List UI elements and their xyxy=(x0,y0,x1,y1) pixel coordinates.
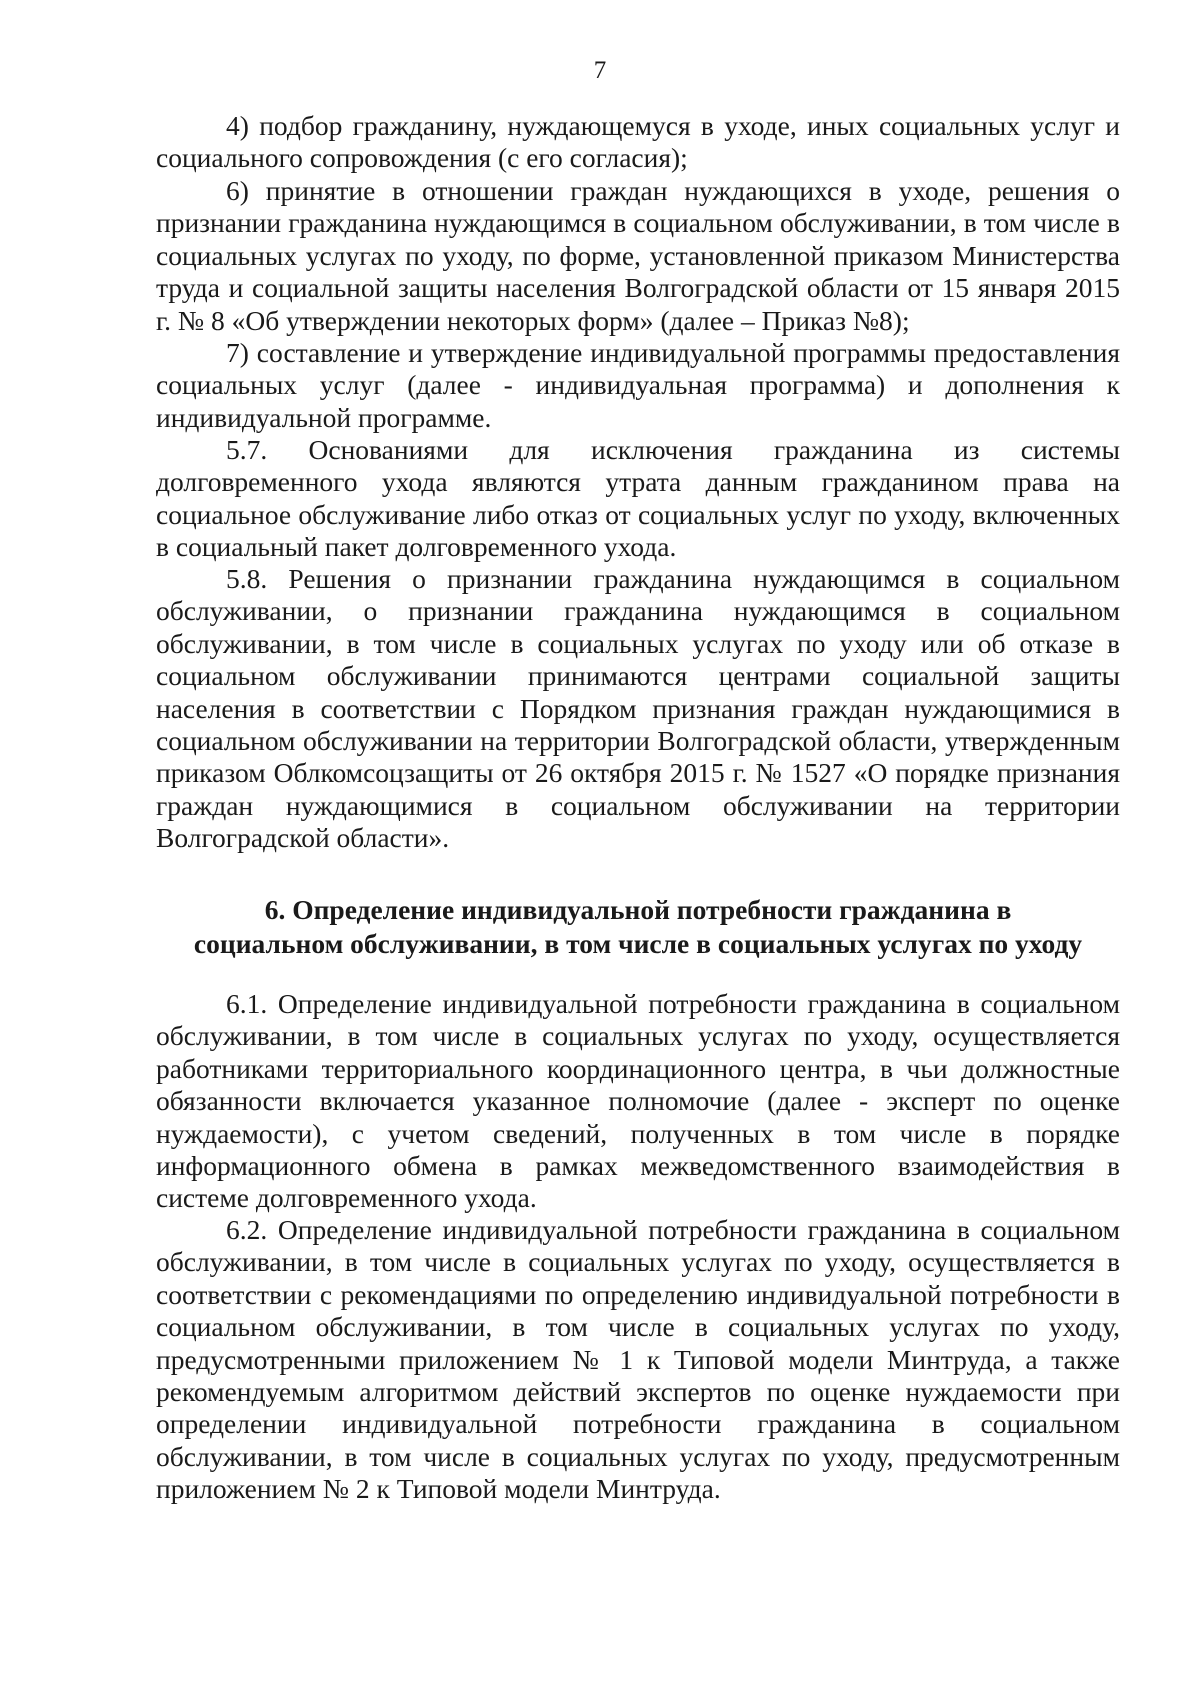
paragraph-5-8: 5.8. Решения о признании гражданина нуждающимся в социальном обслуживании, о признании гражданина нуждающимся в социальном обслуживании, в том числе в социальных услугах по уходу или об отказе в социальном обслуживании принимаются центрами социальной защиты населения в соответствии с Порядком признания граждан нуждающимися в социальном обслуживании на территории Волгоградской области, утвержденным приказом Облкомсоцзащиты от 26 октября 2015 г. № 1527 «О порядке признания граждан нуждающимися в социальном обслуживании на территории Волгоградской области». xyxy=(156,563,1120,854)
page-number: 7 xyxy=(593,57,607,84)
paragraph-item-4: 4) подбор гражданину, нуждающемуся в уходе, иных социальных услуг и социального сопровождения (с его согласия); xyxy=(156,110,1120,174)
paragraph-6-2: 6.2. Определение индивидуальной потребности гражданина в социальном обслуживании, в том числе в социальных услугах по уходу, осуществляется в соответствии с рекомендациями по определению индивидуальной потребности в социальном обслуживании, в том числе в социальных услугах по уходу, предусмотренными приложением № 1 к Типовой модели Минтруда, а также рекомендуемым алгоритмом действий экспертов по оценке нуждаемости при определении индивидуальной потребности гражданина в социальном обслуживании, в том числе в социальных услугах по уходу, предусмотренным приложением № 2 к Типовой модели Минтруда. xyxy=(156,1214,1120,1505)
paragraph-item-7: 7) составление и утверждение индивидуальной программы предоставления социальных услуг (далее - индивидуальная программа) и дополнения к индивидуальной программе. xyxy=(156,337,1120,433)
section-heading-line-1: 6. Определение индивидуальной потребности гражданина в xyxy=(264,894,1012,925)
paragraph-6-1: 6.1. Определение индивидуальной потребности гражданина в социальном обслуживании, в том числе в социальных услугах по уходу, осуществляется работниками территориального координационного центра, в чьи должностные обязанности включается указанное полномочие (далее - эксперт по оценке нуждаемости), с учетом сведений, полученных в том числе в порядке информационного обмена в рамках межведомственного взаимодействия в системе долговременного ухода. xyxy=(156,988,1120,1214)
section-heading-line-2: социальном обслуживании, в том числе в социальных услугах по уходу xyxy=(193,928,1083,959)
paragraph-5-7: 5.7. Основаниями для исключения гражданина из системы долговременного ухода являются утрата данным гражданином права на социальное обслуживание либо отказ от социальных услуг по уходу, включенных в социальный пакет долговременного ухода. xyxy=(156,434,1120,563)
paragraph-item-6: 6) принятие в отношении граждан нуждающихся в уходе, решения о признании гражданина нуждающимся в социальном обслуживании, в том числе в социальных услугах по уходу, по форме, установленной приказом Министерства труда и социальной защиты населения Волгоградской области от 15 января 2015 г. № 8 «Об утверждении некоторых форм» (далее – Приказ №8); xyxy=(156,175,1120,336)
section-heading xyxy=(156,893,1120,961)
